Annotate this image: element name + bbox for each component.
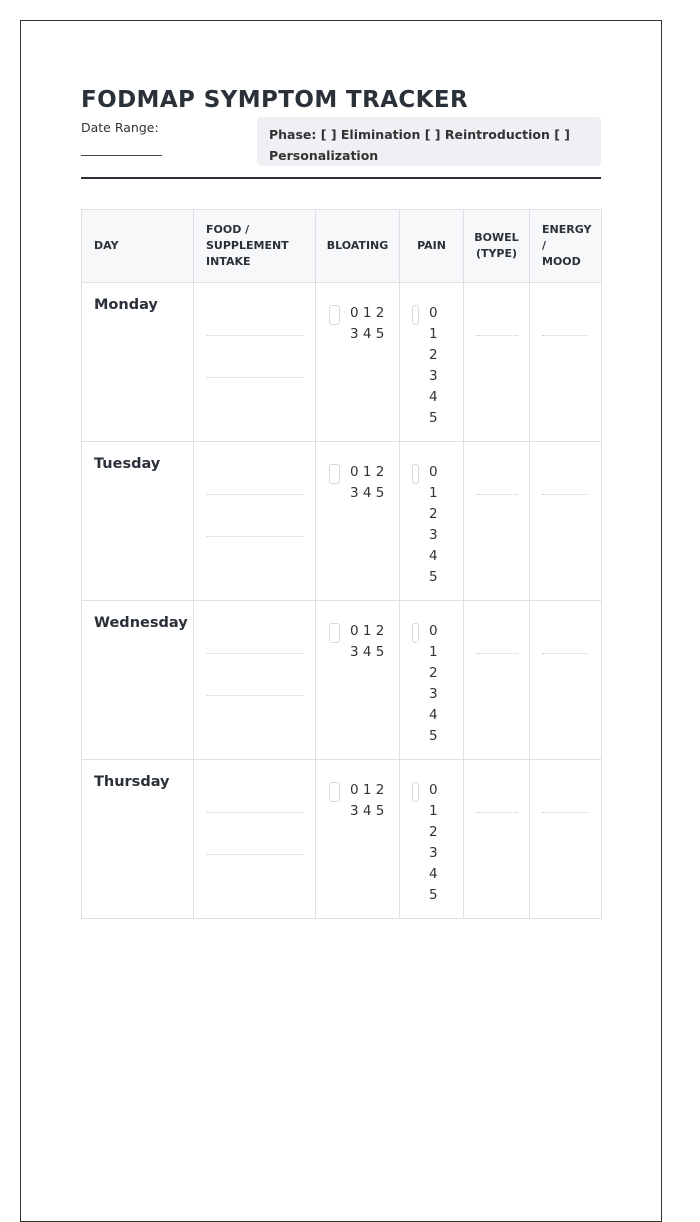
food-entry-line — [207, 536, 303, 537]
day-cell — [82, 760, 194, 919]
col-header-day: DAY — [82, 210, 194, 283]
phase-selector: Phase: [ ] Elimination [ ] Reintroduction [ ] Personalization — [257, 117, 601, 166]
pain-scale — [429, 621, 438, 747]
col-header-food — [194, 210, 316, 283]
food-cell[interactable] — [194, 760, 316, 919]
pain-value: 4 — [429, 389, 438, 405]
col-header-energy-line: / — [542, 239, 547, 252]
bowel-entry-line — [476, 494, 518, 495]
col-header-food-line: FOOD / — [206, 223, 250, 236]
pain-cell — [400, 760, 464, 919]
bloating-scale-line: 3 4 5 — [350, 485, 385, 501]
bloating-checkbox[interactable] — [329, 464, 340, 484]
symptom-table — [81, 209, 602, 919]
food-entry-line — [207, 695, 303, 696]
day-name: Wednesday — [94, 615, 188, 631]
energy-cell[interactable] — [530, 760, 602, 919]
energy-cell[interactable] — [530, 442, 602, 601]
energy-cell[interactable] — [530, 601, 602, 760]
date-range-blank: ______________ — [81, 141, 162, 156]
food-entry-line — [207, 653, 303, 654]
col-header-energy — [530, 210, 602, 283]
pain-value: 5 — [429, 569, 438, 585]
pain-value: 4 — [429, 548, 438, 564]
pain-checkbox[interactable] — [412, 623, 419, 643]
pain-checkbox[interactable] — [412, 782, 419, 802]
bloating-scale-line: 0 1 2 — [350, 782, 385, 798]
food-entry-line — [207, 854, 303, 855]
food-cell[interactable] — [194, 442, 316, 601]
day-cell — [82, 283, 194, 442]
page-viewport — [20, 20, 662, 903]
pain-value: 4 — [429, 707, 438, 723]
col-header-food-line: INTAKE — [206, 255, 251, 268]
table-row — [82, 442, 602, 601]
day-name: Thursday — [94, 774, 170, 790]
pain-value: 0 — [429, 782, 438, 798]
bloating-scale-line: 3 4 5 — [350, 803, 385, 819]
pain-cell — [400, 601, 464, 760]
col-header-bowel — [464, 210, 530, 283]
pain-value: 1 — [429, 326, 438, 342]
pain-cell — [400, 283, 464, 442]
bowel-cell[interactable] — [464, 601, 530, 760]
pain-checkbox[interactable] — [412, 464, 419, 484]
food-cell[interactable] — [194, 283, 316, 442]
pain-value: 4 — [429, 866, 438, 882]
food-entry-line — [207, 812, 303, 813]
pain-value: 3 — [429, 368, 438, 384]
pain-value: 2 — [429, 665, 438, 681]
food-entry-line — [207, 494, 303, 495]
food-entry-line — [207, 335, 303, 336]
pain-value: 5 — [429, 410, 438, 426]
bloating-cell — [316, 283, 400, 442]
bloating-scale-line: 3 4 5 — [350, 644, 385, 660]
pain-value: 2 — [429, 347, 438, 363]
energy-entry-line — [542, 812, 588, 813]
col-header-energy-line: ENERGY — [542, 223, 592, 236]
pain-scale — [429, 462, 438, 588]
pain-value: 3 — [429, 686, 438, 702]
date-range-label: Date Range: — [81, 120, 159, 135]
bowel-entry-line — [476, 653, 518, 654]
bloating-cell — [316, 442, 400, 601]
pain-value: 0 — [429, 305, 438, 321]
pain-value: 1 — [429, 644, 438, 660]
col-header-bowel-line: BOWEL — [474, 231, 519, 244]
pain-cell — [400, 442, 464, 601]
bloating-scale — [350, 462, 384, 504]
pain-checkbox[interactable] — [412, 305, 419, 325]
day-cell — [82, 601, 194, 760]
bowel-cell[interactable] — [464, 283, 530, 442]
pain-scale — [429, 303, 438, 429]
col-header-bloating: BLOATING — [316, 210, 400, 283]
pain-value: 0 — [429, 623, 438, 639]
food-cell[interactable] — [194, 601, 316, 760]
bowel-cell[interactable] — [464, 442, 530, 601]
table-row — [82, 601, 602, 760]
pain-value: 5 — [429, 728, 438, 744]
bloating-scale — [350, 621, 384, 663]
bowel-entry-line — [476, 812, 518, 813]
table-row — [82, 283, 602, 442]
bloating-scale-line: 0 1 2 — [350, 623, 385, 639]
energy-cell[interactable] — [530, 283, 602, 442]
day-name: Monday — [94, 297, 158, 313]
bloating-checkbox[interactable] — [329, 782, 340, 802]
pain-value: 1 — [429, 803, 438, 819]
pain-value: 2 — [429, 824, 438, 840]
col-header-energy-line: MOOD — [542, 255, 581, 268]
bloating-scale-line: 3 4 5 — [350, 326, 385, 342]
pain-scale — [429, 780, 438, 906]
col-header-food-line: SUPPLEMENT — [206, 239, 289, 252]
day-cell — [82, 442, 194, 601]
pain-value: 0 — [429, 464, 438, 480]
table-row — [82, 760, 602, 919]
page-title: FODMAP SYMPTOM TRACKER — [81, 87, 469, 113]
bloating-scale-line: 0 1 2 — [350, 305, 385, 321]
day-name: Tuesday — [94, 456, 161, 472]
col-header-bowel-line: (TYPE) — [475, 247, 518, 260]
bloating-cell — [316, 601, 400, 760]
bloating-checkbox[interactable] — [329, 305, 340, 325]
energy-entry-line — [542, 335, 588, 336]
bloating-scale — [350, 780, 384, 822]
col-header-pain: PAIN — [400, 210, 464, 283]
bowel-entry-line — [476, 335, 518, 336]
bloating-cell — [316, 760, 400, 919]
pain-value: 3 — [429, 845, 438, 861]
pain-value: 5 — [429, 887, 438, 903]
pain-value: 1 — [429, 485, 438, 501]
bloating-checkbox[interactable] — [329, 623, 340, 643]
tracker-page — [20, 20, 662, 1222]
table-header-row — [82, 210, 602, 283]
energy-entry-line — [542, 494, 588, 495]
energy-entry-line — [542, 653, 588, 654]
pain-value: 3 — [429, 527, 438, 543]
food-entry-line — [207, 377, 303, 378]
pain-value: 2 — [429, 506, 438, 522]
header-divider — [81, 177, 601, 179]
bloating-scale-line: 0 1 2 — [350, 464, 385, 480]
bloating-scale — [350, 303, 384, 345]
bowel-cell[interactable] — [464, 760, 530, 919]
